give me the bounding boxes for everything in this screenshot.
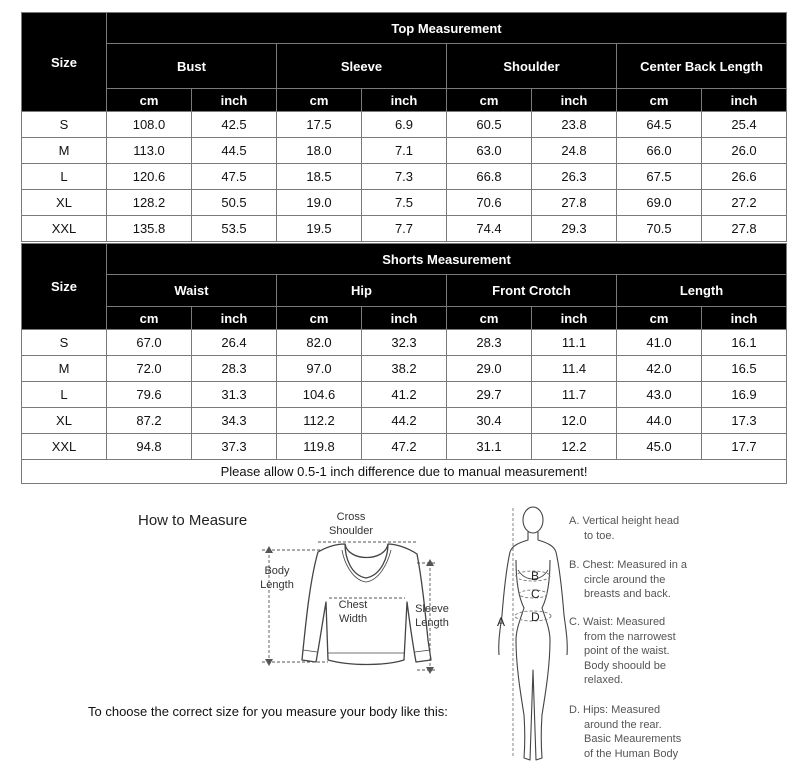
value-cell: 6.9	[362, 112, 447, 138]
value-cell: 45.0	[617, 434, 702, 460]
value-cell: 17.5	[277, 112, 362, 138]
table-row	[22, 112, 787, 138]
value-cell: 66.0	[617, 138, 702, 164]
value-cell: 27.8	[532, 190, 617, 216]
top-group-header: Sleeve	[277, 44, 447, 89]
value-cell: 79.6	[107, 382, 192, 408]
size-cell: L	[22, 382, 107, 408]
shorts-unit-header: inch	[532, 307, 617, 330]
value-cell: 69.0	[617, 190, 702, 216]
left-cuff	[303, 650, 317, 652]
value-cell: 7.1	[362, 138, 447, 164]
table-row	[22, 408, 787, 434]
how-to-measure-heading: How to Measure	[138, 512, 248, 529]
value-cell: 24.8	[532, 138, 617, 164]
size-cell: L	[22, 164, 107, 190]
body-letter-c: C	[531, 587, 540, 601]
value-cell: 26.3	[532, 164, 617, 190]
value-cell: 26.4	[192, 330, 277, 356]
value-cell: 38.2	[362, 356, 447, 382]
shorts-group-header: Length	[617, 275, 787, 307]
shorts-unit-header: cm	[107, 307, 192, 330]
value-cell: 94.8	[107, 434, 192, 460]
top-unit-header: cm	[447, 89, 532, 112]
value-cell: 67.0	[107, 330, 192, 356]
size-cell: XL	[22, 408, 107, 434]
value-cell: 17.3	[702, 408, 787, 434]
top-measurement-table	[21, 12, 787, 242]
chest-width-label: Chest Width	[338, 599, 368, 625]
top-unit-header: inch	[532, 89, 617, 112]
value-cell: 23.8	[532, 112, 617, 138]
value-cell: 70.6	[447, 190, 532, 216]
value-cell: 11.7	[532, 382, 617, 408]
size-cell: M	[22, 138, 107, 164]
step-c: C. Waist: Measured from the narrowest point of the waist. Body shoould be relaxed.	[569, 616, 676, 686]
value-cell: 135.8	[107, 216, 192, 242]
shorts-table-body	[22, 330, 787, 460]
value-cell: 29.0	[447, 356, 532, 382]
shorts-size-header: Size	[22, 244, 107, 330]
size-cell: XL	[22, 190, 107, 216]
size-cell: S	[22, 112, 107, 138]
table-row	[22, 190, 787, 216]
sweater-neck-inner	[342, 550, 391, 582]
top-group-header: Bust	[107, 44, 277, 89]
body-letter-a: A	[497, 615, 506, 629]
top-group-header: Shoulder	[447, 44, 617, 89]
value-cell: 18.0	[277, 138, 362, 164]
table-row	[22, 164, 787, 190]
value-cell: 41.0	[617, 330, 702, 356]
top-unit-header: cm	[107, 89, 192, 112]
value-cell: 32.3	[362, 330, 447, 356]
value-cell: 19.5	[277, 216, 362, 242]
shorts-unit-header: cm	[447, 307, 532, 330]
value-cell: 7.3	[362, 164, 447, 190]
value-cell: 16.5	[702, 356, 787, 382]
value-cell: 63.0	[447, 138, 532, 164]
value-cell: 25.4	[702, 112, 787, 138]
value-cell: 82.0	[277, 330, 362, 356]
table-row	[22, 382, 787, 408]
instruction-text: To choose the correct size for you measure your body like this:	[88, 704, 448, 719]
value-cell: 42.0	[617, 356, 702, 382]
table-row	[22, 356, 787, 382]
value-cell: 16.1	[702, 330, 787, 356]
body-length-label: Body Length	[260, 565, 294, 591]
value-cell: 64.5	[617, 112, 702, 138]
value-cell: 27.8	[702, 216, 787, 242]
value-cell: 113.0	[107, 138, 192, 164]
top-unit-header: inch	[702, 89, 787, 112]
value-cell: 47.5	[192, 164, 277, 190]
value-cell: 74.4	[447, 216, 532, 242]
shorts-measurement-table	[21, 243, 787, 484]
value-cell: 34.3	[192, 408, 277, 434]
value-cell: 30.4	[447, 408, 532, 434]
value-cell: 29.3	[532, 216, 617, 242]
size-cell: XXL	[22, 216, 107, 242]
table-row	[22, 138, 787, 164]
shorts-unit-header: cm	[277, 307, 362, 330]
cross-shoulder-label: Cross Shoulder	[329, 511, 374, 537]
value-cell: 37.3	[192, 434, 277, 460]
value-cell: 108.0	[107, 112, 192, 138]
shorts-group-header: Front Crotch	[447, 275, 617, 307]
value-cell: 41.2	[362, 382, 447, 408]
value-cell: 11.1	[532, 330, 617, 356]
right-cuff	[415, 650, 430, 652]
value-cell: 120.6	[107, 164, 192, 190]
top-unit-header: inch	[362, 89, 447, 112]
measuring-guide	[0, 490, 800, 782]
value-cell: 72.0	[107, 356, 192, 382]
table-row	[22, 330, 787, 356]
table-row	[22, 216, 787, 242]
top-size-header: Size	[22, 13, 107, 112]
value-cell: 28.3	[192, 356, 277, 382]
value-cell: 26.6	[702, 164, 787, 190]
sleeve-length-label: Sleeve Length	[415, 603, 449, 629]
value-cell: 67.5	[617, 164, 702, 190]
value-cell: 19.0	[277, 190, 362, 216]
size-cell: S	[22, 330, 107, 356]
shorts-unit-header: inch	[702, 307, 787, 330]
value-cell: 43.0	[617, 382, 702, 408]
value-cell: 12.0	[532, 408, 617, 434]
size-cell: XXL	[22, 434, 107, 460]
value-cell: 7.5	[362, 190, 447, 216]
measurement-note: Please allow 0.5-1 inch difference due to manual measurement!	[22, 460, 787, 484]
value-cell: 44.0	[617, 408, 702, 434]
value-cell: 66.8	[447, 164, 532, 190]
value-cell: 104.6	[277, 382, 362, 408]
value-cell: 44.2	[362, 408, 447, 434]
shorts-unit-header: inch	[192, 307, 277, 330]
top-unit-header: cm	[617, 89, 702, 112]
step-d: D. Hips: Measured around the rear. Basic Meaurements of the Human Body	[569, 704, 682, 760]
shorts-table-title: Shorts Measurement	[107, 244, 787, 275]
body-letter-b: B	[531, 569, 540, 583]
value-cell: 53.5	[192, 216, 277, 242]
value-cell: 128.2	[107, 190, 192, 216]
value-cell: 70.5	[617, 216, 702, 242]
value-cell: 29.7	[447, 382, 532, 408]
value-cell: 50.5	[192, 190, 277, 216]
top-group-header: Center Back Length	[617, 44, 787, 89]
value-cell: 16.9	[702, 382, 787, 408]
value-cell: 47.2	[362, 434, 447, 460]
value-cell: 11.4	[532, 356, 617, 382]
table-row	[22, 434, 787, 460]
value-cell: 31.3	[192, 382, 277, 408]
value-cell: 18.5	[277, 164, 362, 190]
size-cell: M	[22, 356, 107, 382]
body-letter-d: D	[531, 610, 540, 624]
value-cell: 60.5	[447, 112, 532, 138]
shorts-unit-header: inch	[362, 307, 447, 330]
shorts-group-header: Waist	[107, 275, 277, 307]
value-cell: 97.0	[277, 356, 362, 382]
value-cell: 26.0	[702, 138, 787, 164]
value-cell: 27.2	[702, 190, 787, 216]
top-unit-header: inch	[192, 89, 277, 112]
value-cell: 12.2	[532, 434, 617, 460]
shorts-group-header: Hip	[277, 275, 447, 307]
value-cell: 7.7	[362, 216, 447, 242]
value-cell: 119.8	[277, 434, 362, 460]
value-cell: 112.2	[277, 408, 362, 434]
step-b: B. Chest: Measured in a circle around the breasts and back.	[569, 559, 688, 600]
value-cell: 44.5	[192, 138, 277, 164]
value-cell: 42.5	[192, 112, 277, 138]
body-figure	[499, 507, 568, 760]
value-cell: 31.1	[447, 434, 532, 460]
value-cell: 17.7	[702, 434, 787, 460]
shorts-unit-header: cm	[617, 307, 702, 330]
value-cell: 87.2	[107, 408, 192, 434]
value-cell: 28.3	[447, 330, 532, 356]
top-table-body	[22, 112, 787, 242]
top-table-title: Top Measurement	[107, 13, 787, 44]
step-a: A. Vertical height head to toe.	[569, 515, 680, 542]
top-unit-header: cm	[277, 89, 362, 112]
